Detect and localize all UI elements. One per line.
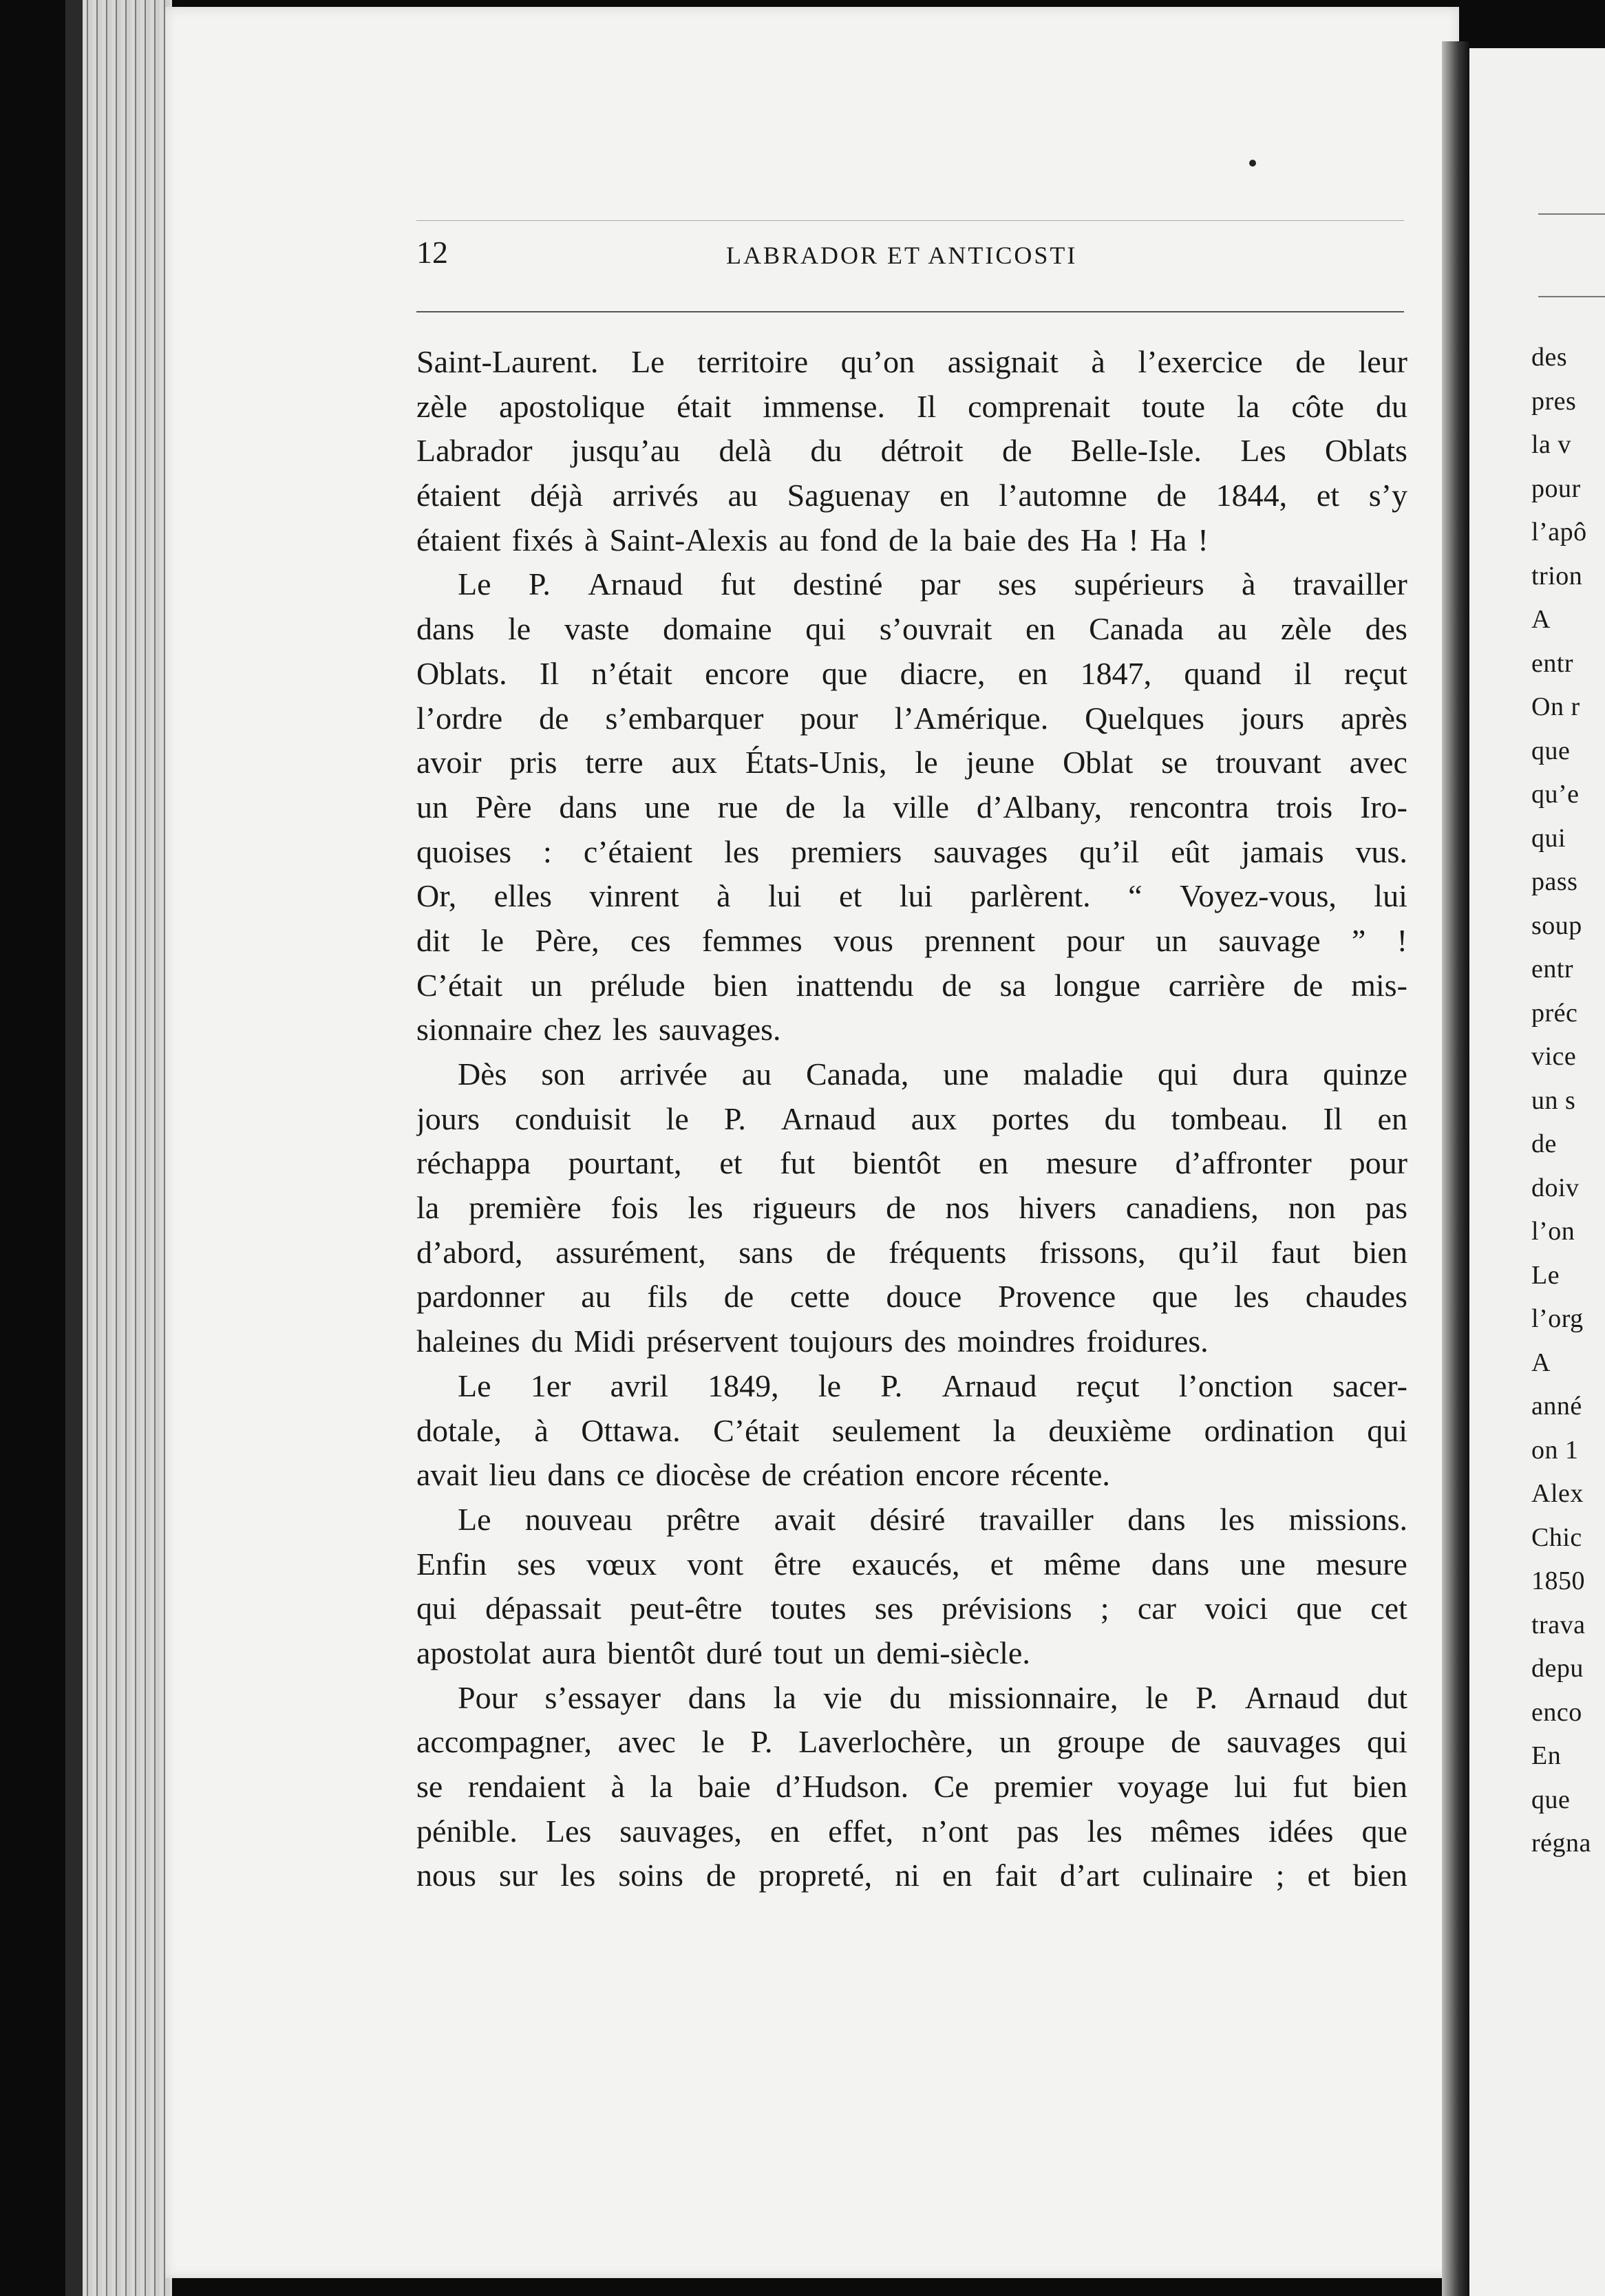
text-line: la première fois les rigueurs de nos hivers canadiens, non pas (416, 1190, 1407, 1226)
book-spine-shadow (65, 0, 85, 2296)
facing-line-fragment: Chic (1531, 1522, 1582, 1552)
text-line: avait lieu dans ce diocèse de création encore récente. (416, 1457, 1110, 1493)
facing-line-fragment: régna (1531, 1829, 1591, 1858)
body-text (416, 340, 1407, 1898)
facing-line-fragment: On r (1531, 692, 1580, 721)
facing-line-fragment: trion (1531, 561, 1583, 591)
text-line: d’abord, assurément, sans de fréquents frissons, qu’il faut bien (416, 1234, 1407, 1270)
facing-line-fragment: qu’e (1531, 780, 1580, 809)
facing-line-fragment: pass (1531, 867, 1578, 896)
facing-line-fragment: que (1531, 1785, 1571, 1814)
facing-line-fragment: trava (1531, 1610, 1586, 1639)
facing-line-fragment: l’org (1531, 1304, 1584, 1333)
text-line: étaient fixés à Saint-Alexis au fond de la baie des Ha ! Ha ! (416, 522, 1209, 557)
facing-line-fragment: vice (1531, 1042, 1577, 1071)
text-line: apostolat aura bientôt duré tout un demi-siècle. (416, 1635, 1030, 1670)
text-line: C’était un prélude bien inattendu de sa longue carrière de mis- (416, 967, 1407, 1003)
facing-line-fragment: Alex (1531, 1479, 1584, 1508)
facing-line-fragment: l’on (1531, 1217, 1575, 1246)
text-line: Le 1er avril 1849, le P. Arnaud reçut l’onction sacer- (458, 1368, 1407, 1403)
text-line: avoir pris terre aux États-Unis, le jeune Oblat se trouvant avec (416, 745, 1407, 780)
text-line: l’ordre de s’embarquer pour l’Amérique. Quelques jours après (416, 700, 1407, 736)
header-rule (416, 311, 1404, 312)
facing-line-fragment: depu (1531, 1654, 1584, 1683)
text-line: jours conduisit le P. Arnaud aux portes du tombeau. Il en (416, 1101, 1407, 1136)
facing-line-fragment: un s (1531, 1085, 1576, 1115)
facing-line-fragment: pour (1531, 474, 1581, 503)
text-line: Le nouveau prêtre avait désiré travailler dans les missions. (458, 1501, 1407, 1537)
text-line: Oblats. Il n’était encore que diacre, en 1847, quand il reçut (416, 655, 1407, 691)
facing-page (1469, 48, 1605, 2296)
text-line: Pour s’essayer dans la vie du missionnaire, le P. Arnaud dut (458, 1679, 1407, 1715)
text-line: réchappa pourtant, et fut bientôt en mesure d’affronter pour (416, 1145, 1407, 1181)
text-line: nous sur les soins de propreté, ni en fait d’art culinaire ; et bien (416, 1858, 1407, 1893)
text-line: un Père dans une rue de la ville d’Albany, rencontra trois Iro- (416, 789, 1407, 825)
page-edges (83, 0, 172, 2296)
facing-line-fragment: A (1531, 1348, 1551, 1377)
page-header (416, 234, 1404, 275)
facing-page-text (1531, 336, 1605, 1866)
text-line: étaient déjà arrivés au Saguenay en l’automne de 1844, et s’y (416, 478, 1407, 513)
text-line: pénible. Les sauvages, en effet, n’ont pas les mêmes idées que (416, 1813, 1407, 1849)
facing-line-fragment: pres (1531, 386, 1577, 416)
facing-line-fragment: enco (1531, 1697, 1582, 1727)
facing-header-rule (1538, 296, 1605, 297)
facing-line-fragment: on 1 (1531, 1435, 1579, 1465)
facing-line-fragment: entr (1531, 648, 1574, 678)
text-line: dans le vaste domaine qui s’ouvrait en Canada au zèle des (416, 611, 1407, 647)
text-line: pardonner au fils de cette douce Provence que les chaudes (416, 1279, 1407, 1315)
facing-line-fragment: 1850 (1531, 1566, 1585, 1595)
text-line: dotale, à Ottawa. C’était seulement la deuxième ordination qui (416, 1412, 1407, 1448)
facing-line-fragment: anné (1531, 1392, 1582, 1421)
text-line: dit le Père, ces femmes vous prennent pour un sauvage ” ! (416, 922, 1407, 958)
facing-top-rule (1538, 213, 1605, 215)
facing-line-fragment: l’apô (1531, 518, 1587, 546)
facing-line-fragment: soup (1531, 911, 1582, 940)
text-line: zèle apostolique était immense. Il comprenait toute la côte du (416, 388, 1407, 424)
text-line: Le P. Arnaud fut destiné par ses supérieurs à travailler (458, 566, 1407, 602)
text-line: se rendaient à la baie d’Hudson. Ce premier voyage lui fut bien (416, 1769, 1407, 1804)
text-line: Enfin ses vœux vont être exaucés, et même dans une mesure (416, 1546, 1407, 1582)
text-line: Dès son arrivée au Canada, une maladie qui dura quinze (458, 1056, 1407, 1092)
facing-line-fragment: A (1531, 605, 1551, 634)
facing-line-fragment: que (1531, 736, 1571, 765)
text-line: haleines du Midi préservent toujours des moindres froidures. (416, 1324, 1209, 1359)
facing-line-fragment: de (1531, 1129, 1557, 1158)
text-line: Saint-Laurent. Le territoire qu’on assignait à l’exercice de leur (416, 344, 1407, 379)
page-number: 12 (416, 235, 448, 270)
text-line: accompagner, avec le P. Laverlochère, un groupe de sauvages qui (416, 1724, 1407, 1760)
facing-line-fragment: Le (1531, 1260, 1560, 1290)
text-line: qui dépassait peut-être toutes ses prévisions ; car voici que cet (416, 1591, 1407, 1626)
top-rule (416, 220, 1404, 221)
ink-speck (1249, 160, 1256, 167)
facing-line-fragment: En (1531, 1741, 1562, 1770)
facing-line-fragment: la v (1531, 430, 1571, 459)
text-line: Or, elles vinrent à lui et lui parlèrent. “ Voyez-vous, lui (416, 878, 1407, 914)
book-gutter (1442, 41, 1469, 2296)
text-line: quoises : c’étaient les premiers sauvages qu’il eût jamais vus. (416, 833, 1407, 869)
facing-line-fragment: doiv (1531, 1173, 1580, 1202)
facing-line-fragment: qui (1531, 823, 1566, 853)
text-line: sionnaire chez les sauvages. (416, 1012, 781, 1048)
facing-line-fragment: entr (1531, 955, 1574, 984)
running-title: LABRADOR ET ANTICOSTI (726, 242, 1078, 269)
facing-line-fragment: préc (1531, 998, 1578, 1028)
facing-line-fragment: des (1531, 343, 1568, 372)
text-line: Labrador jusqu’au delà du détroit de Belle-Isle. Les Oblats (416, 433, 1407, 469)
